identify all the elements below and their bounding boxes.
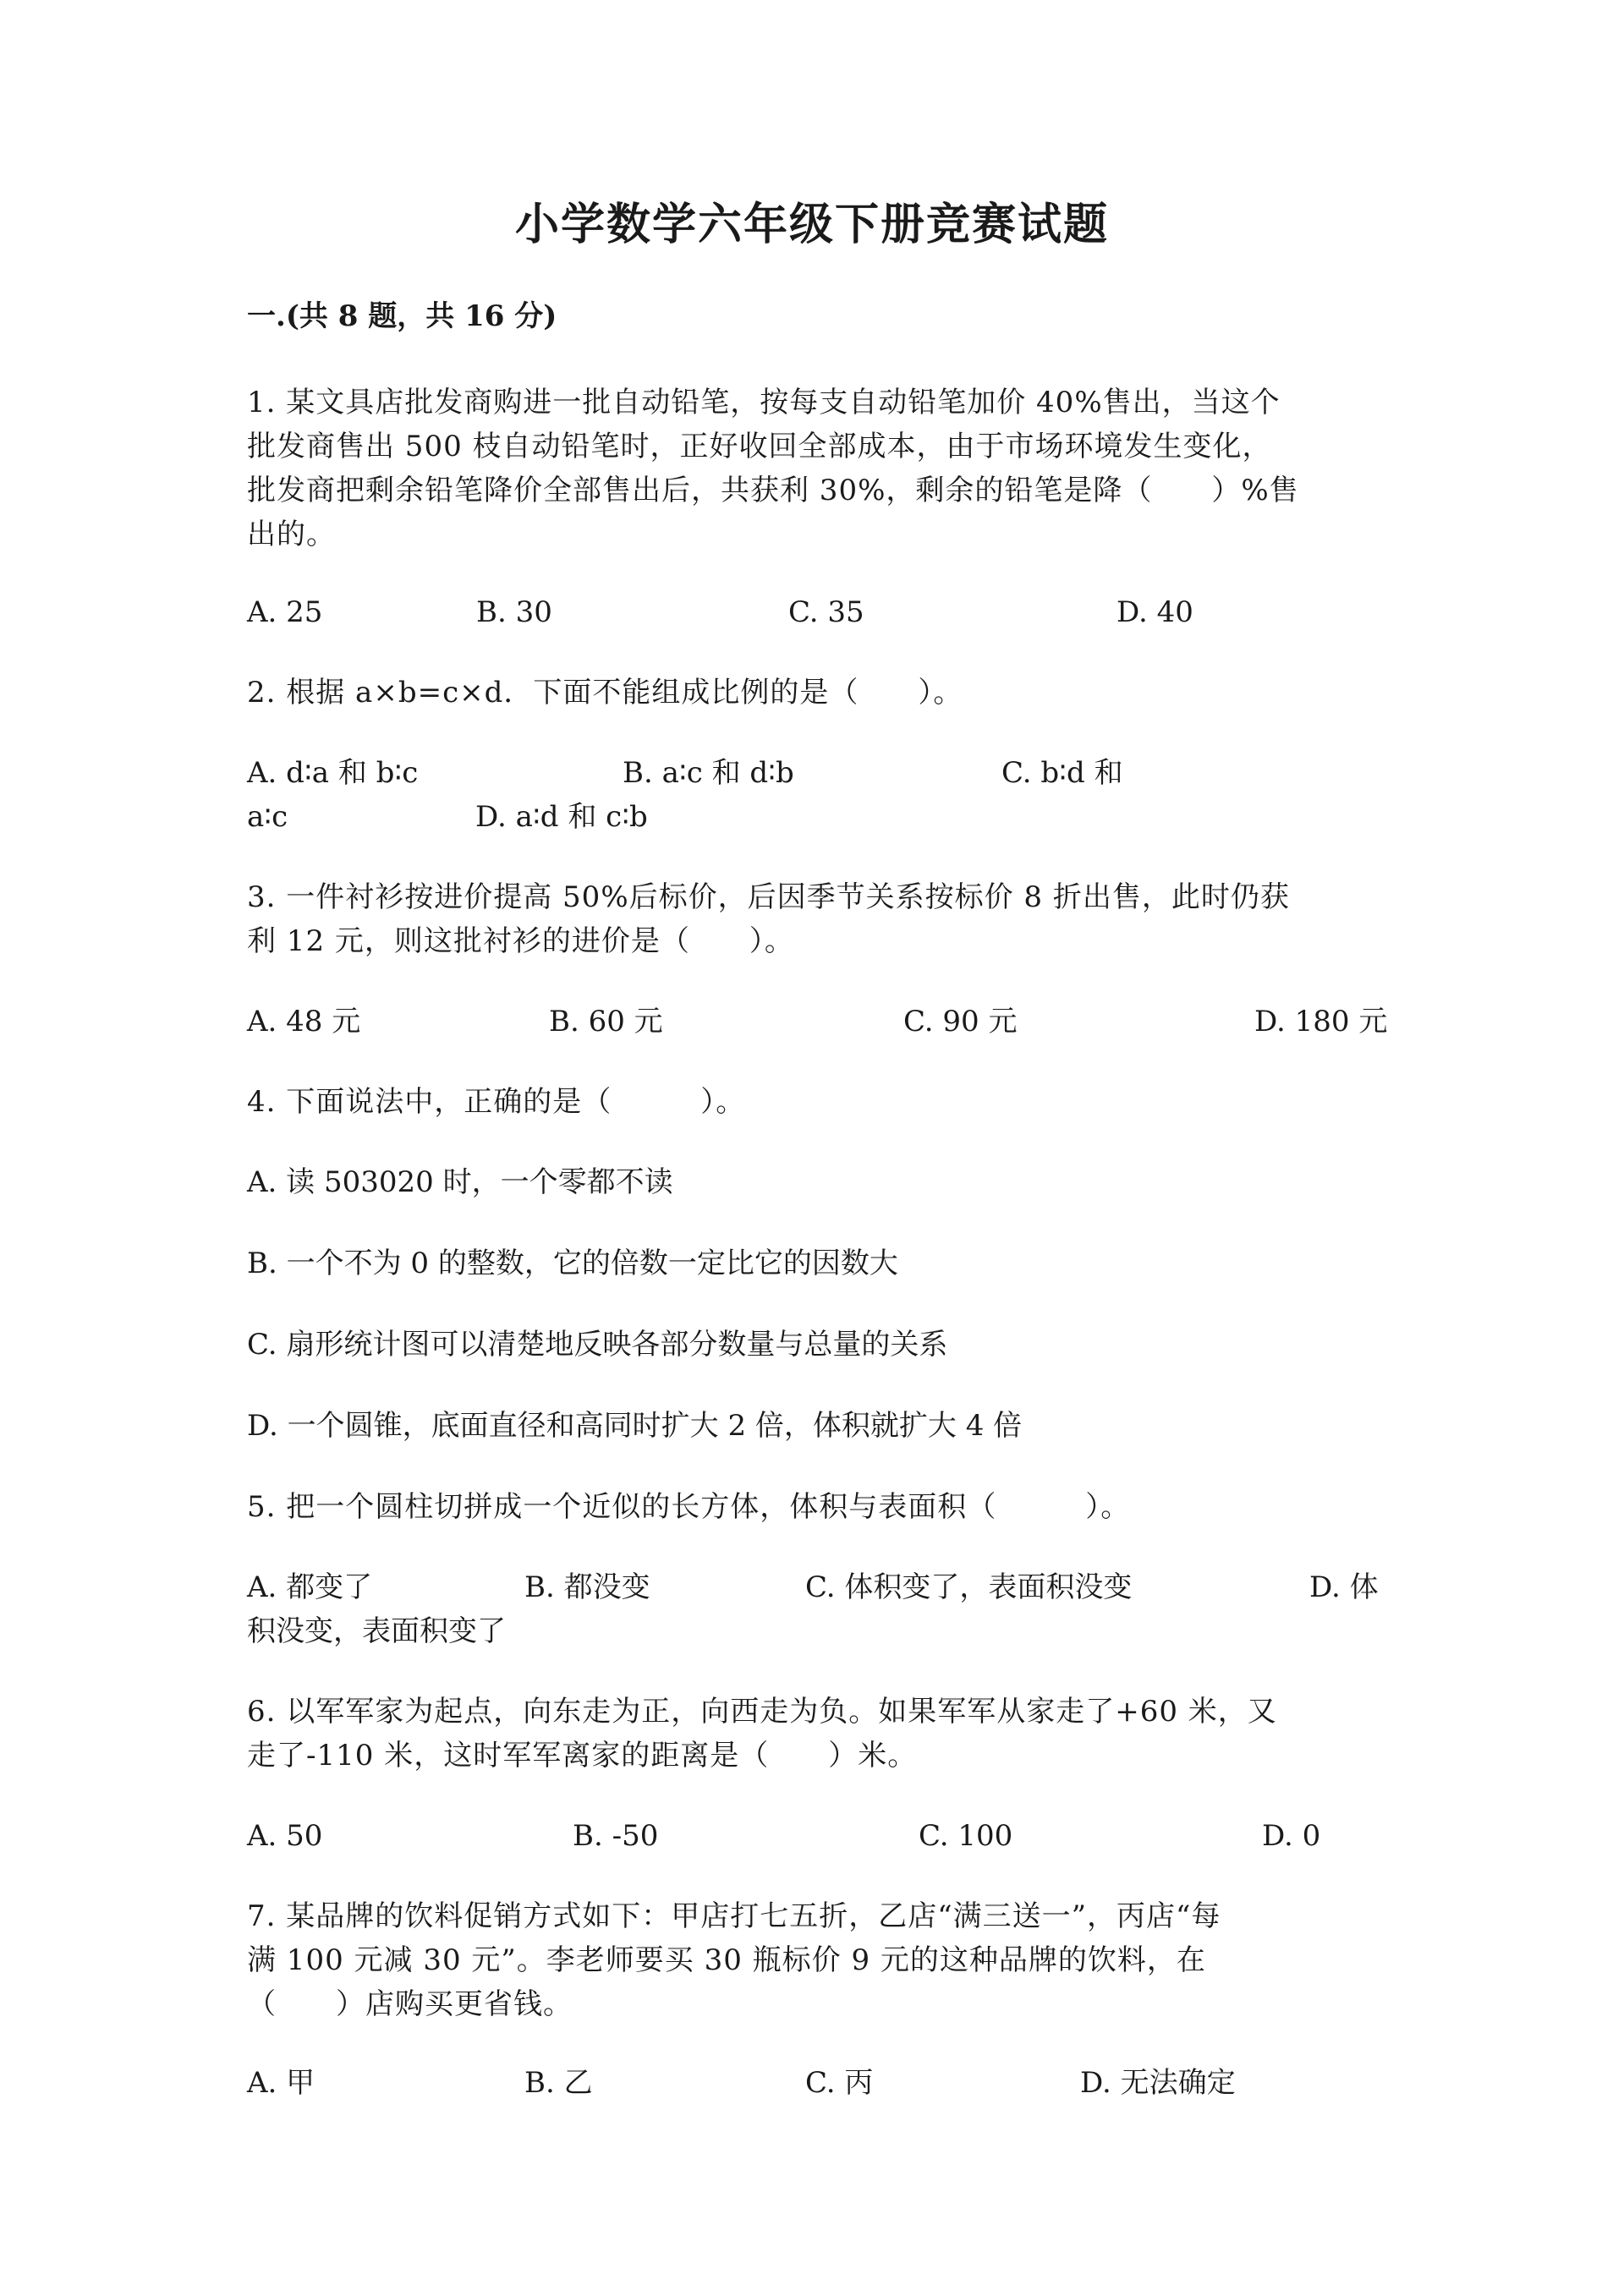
option-d[interactable]: D. 0 <box>1262 1819 1321 1853</box>
option-a[interactable]: A. 都变了 <box>247 1570 373 1604</box>
option-c[interactable]: C. 90 元 <box>903 1005 1018 1038</box>
question-4 <box>247 1080 1380 1124</box>
option-c[interactable]: C. 体积变了，表面积没变 <box>805 1570 1133 1604</box>
option-c[interactable]: C. b∶d 和 <box>1001 756 1123 790</box>
option-a[interactable]: A. 48 元 <box>247 1005 361 1038</box>
option-a[interactable]: A. 50 <box>247 1819 323 1853</box>
option-a[interactable]: A. 甲 <box>247 2066 315 2100</box>
page-title: 小学数学六年级下册竞赛试题 <box>514 199 1109 250</box>
option-b[interactable]: B. 60 元 <box>549 1005 663 1038</box>
option-c[interactable]: C. 扇形统计图可以清楚地反映各部分数量与总量的关系 <box>247 1328 948 1362</box>
question-5-options-row-1 <box>247 1565 1380 1609</box>
question-1-line-1: 1. 某文具店批发商购进一批自动铅笔，按每支自动铅笔加价 40%售出，当这个 <box>247 386 1281 419</box>
option-d[interactable]: D. 体 <box>1309 1570 1379 1604</box>
option-b[interactable]: B. -50 <box>573 1819 659 1853</box>
question-1-options <box>247 590 1380 634</box>
question-5-options-row-2 <box>247 1609 1380 1653</box>
option-b[interactable]: B. a∶c 和 d∶b <box>623 756 794 790</box>
question-6-line-1: 6. 以军军家为起点，向东走为正，向西走为负。如果军军从家走了+60 米，又 <box>247 1695 1277 1729</box>
question-2-line-1: 2. 根据 a×b=c×d．下面不能组成比例的是（ ）。 <box>247 676 963 710</box>
question-1 <box>247 381 1380 556</box>
option-d[interactable]: D. a∶d 和 c∶b <box>475 800 648 834</box>
question-5 <box>247 1485 1380 1529</box>
question-3-line-2: 利 12 元，则这批衬衫的进价是（ ）。 <box>247 924 794 958</box>
option-b[interactable]: B. 乙 <box>524 2066 593 2100</box>
option-d[interactable]: D. 无法确定 <box>1080 2066 1236 2100</box>
question-6 <box>247 1690 1380 1778</box>
question-7-line-1: 7. 某品牌的饮料促销方式如下：甲店打七五折，乙店“满三送一”，丙店“每 <box>247 1899 1221 1933</box>
section-heading: 一.(共 8 题，共 16 分) <box>247 299 557 333</box>
question-2-options-row-2 <box>247 795 1380 839</box>
option-d[interactable]: D. 180 元 <box>1254 1005 1388 1038</box>
option-b[interactable]: B. 都没变 <box>524 1570 650 1604</box>
question-1-line-2: 批发商售出 500 枝自动铅笔时，正好收回全部成本，由于市场环境发生变化， <box>247 430 1272 463</box>
question-6-line-2: 走了-110 米，这时军军离家的距离是（ ）米。 <box>247 1739 918 1773</box>
question-5-line-1: 5. 把一个圆柱切拼成一个近似的长方体，体积与表面积（ ）。 <box>247 1490 1131 1524</box>
option-c[interactable]: C. 35 <box>788 595 864 629</box>
option-d[interactable]: D. 40 <box>1116 595 1193 629</box>
question-2-options-row-1 <box>247 751 1380 795</box>
question-1-line-3: 批发商把剩余铅笔降价全部售出后，共获利 30%，剩余的铅笔是降（ ）%售 <box>247 474 1299 507</box>
option-a[interactable]: A. 读 503020 时，一个零都不读 <box>247 1165 673 1199</box>
option-a[interactable]: A. d∶a 和 b∶c <box>247 756 419 790</box>
option-c[interactable]: C. 100 <box>919 1819 1013 1853</box>
question-3 <box>247 875 1380 963</box>
option-c[interactable]: C. 丙 <box>805 2066 874 2100</box>
option-b[interactable]: B. 30 <box>476 595 552 629</box>
question-1-line-4: 出的。 <box>247 518 336 551</box>
option-d[interactable]: D. 一个圆锥，底面直径和高同时扩大 2 倍，体积就扩大 4 倍 <box>247 1409 1023 1443</box>
question-4-line-1: 4. 下面说法中，正确的是（ ）。 <box>247 1085 746 1119</box>
question-7-line-2: 满 100 元减 30 元”。李老师要买 30 瓶标价 9 元的这种品牌的饮料，在 <box>247 1943 1206 1977</box>
question-7 <box>247 1894 1380 2026</box>
option-a[interactable]: A. 25 <box>247 595 323 629</box>
option-b[interactable]: B. 一个不为 0 的整数，它的倍数一定比它的因数大 <box>247 1247 898 1280</box>
option-c-continued[interactable]: a∶c <box>247 800 288 834</box>
question-6-options <box>247 1814 1380 1858</box>
question-2 <box>247 671 1380 715</box>
question-7-options <box>247 2061 1380 2105</box>
question-3-line-1: 3. 一件衬衫按进价提高 50%后标价，后因季节关系按标价 8 折出售，此时仍获 <box>247 880 1290 914</box>
option-d-continued[interactable]: 积没变，表面积变了 <box>247 1614 506 1648</box>
question-7-line-3: （ ）店购买更省钱。 <box>247 1987 573 2021</box>
question-3-options <box>247 1000 1388 1044</box>
